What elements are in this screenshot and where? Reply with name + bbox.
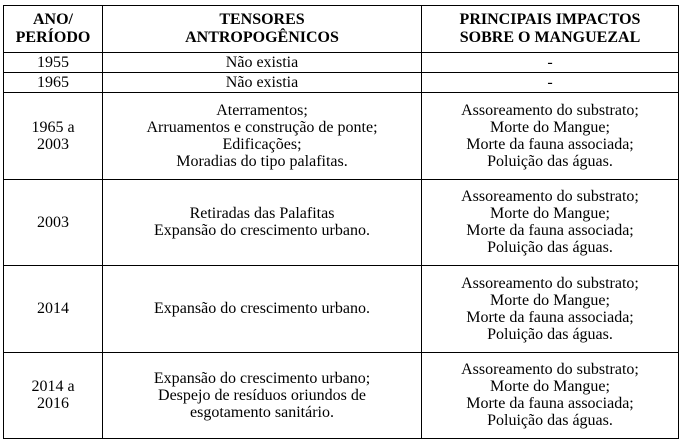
tensors-line: Despejo de resíduos oriundos de — [158, 386, 366, 404]
impacts-line: Assoreamento do substrato; — [461, 101, 639, 119]
cell-tensors — [103, 73, 422, 93]
cell-impacts — [422, 93, 679, 179]
cell-tensors — [103, 93, 422, 179]
tensors-line: Expansão do crescimento urbano. — [154, 222, 370, 240]
impacts-line: Poluição das águas. — [487, 412, 613, 430]
cell-period — [4, 73, 103, 93]
table-row — [4, 179, 679, 265]
header-period-line: PERÍODO — [15, 29, 91, 46]
cell-impacts — [422, 73, 679, 93]
cell-period — [4, 352, 103, 439]
impacts-line: Assoreamento do substrato; — [461, 274, 639, 292]
cell-tensors — [103, 352, 422, 439]
impacts-line: Assoreamento do substrato; — [461, 188, 639, 206]
table-row — [4, 352, 679, 439]
period-line: 2014 — [37, 300, 69, 318]
impacts-line: Morte do Mangue; — [490, 118, 610, 136]
period-line: 1955 — [37, 54, 69, 72]
cell-period — [4, 53, 103, 73]
impacts-line: Morte do Mangue; — [490, 378, 610, 396]
mangrove-impacts-table — [3, 5, 679, 439]
table-row — [4, 73, 679, 93]
header-period-line: ANO/ — [33, 11, 73, 28]
table-row — [4, 266, 679, 352]
impacts-line: Morte da fauna associada; — [466, 395, 634, 413]
period-line: 1965 a — [31, 118, 75, 136]
header-impacts-line: PRINCIPAIS IMPACTOS — [459, 11, 641, 28]
period-line: 2014 a — [31, 378, 75, 396]
cell-impacts — [422, 179, 679, 265]
tensors-line: Expansão do crescimento urbano. — [154, 300, 370, 318]
cell-tensors — [103, 53, 422, 73]
tensors-line: esgotamento sanitário. — [190, 403, 334, 421]
header-tensors-line: TENSORES — [219, 11, 305, 28]
period-line: 2003 — [37, 213, 69, 231]
tensors-line: Expansão do crescimento urbano; — [153, 369, 371, 387]
table-row — [4, 53, 679, 73]
impacts-line: Poluição das águas. — [487, 239, 613, 257]
impacts-line: Morte do Mangue; — [490, 291, 610, 309]
header-impacts-line: SOBRE O MANGUEZAL — [459, 29, 641, 46]
cell-impacts — [422, 266, 679, 352]
impacts-line: Assoreamento do substrato; — [461, 361, 639, 379]
impacts-line: Poluição das águas. — [487, 325, 613, 343]
cell-period — [4, 266, 103, 352]
tensors-line: Retiradas das Palafitas — [189, 205, 335, 223]
tensors-line: Moradias do tipo palafitas. — [176, 152, 348, 170]
impacts-line: Morte da fauna associada; — [466, 135, 634, 153]
tensors-line: Não existia — [225, 74, 299, 92]
impacts-line: - — [547, 74, 553, 92]
cell-tensors — [103, 266, 422, 352]
cell-period — [4, 93, 103, 179]
period-line: 2003 — [37, 135, 69, 153]
period-line: 2016 — [37, 395, 69, 413]
impacts-line: - — [547, 54, 553, 72]
header-tensors-line: ANTROPOGÊNICOS — [185, 29, 339, 46]
table-row — [4, 93, 679, 179]
impacts-line: Poluição das águas. — [487, 152, 613, 170]
tensors-line: Arruamentos e construção de ponte; — [146, 118, 378, 136]
header-period — [4, 6, 103, 53]
header-tensors — [103, 6, 422, 53]
cell-impacts — [422, 53, 679, 73]
tensors-line: Não existia — [225, 54, 299, 72]
cell-period — [4, 179, 103, 265]
impacts-line: Morte da fauna associada; — [466, 308, 634, 326]
cell-impacts — [422, 352, 679, 439]
tensors-line: Aterramentos; — [216, 101, 308, 119]
cell-tensors — [103, 179, 422, 265]
impacts-line: Morte do Mangue; — [490, 205, 610, 223]
impacts-line: Morte da fauna associada; — [466, 222, 634, 240]
header-impacts — [422, 6, 679, 53]
period-line: 1965 — [37, 74, 69, 92]
table-body — [4, 53, 679, 439]
header-row — [4, 6, 679, 53]
tensors-line: Edificações; — [222, 135, 302, 153]
